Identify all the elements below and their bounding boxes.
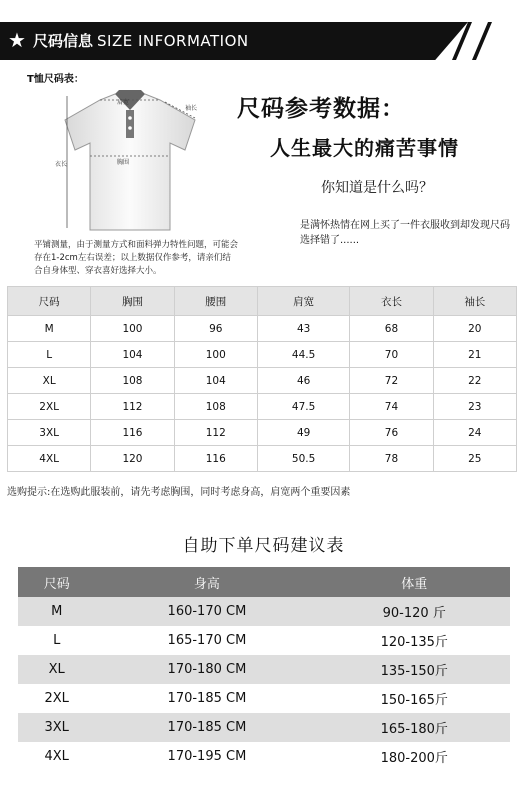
table-cell: 180-200斤	[380, 751, 448, 766]
diagram-shoulder-label: 肩宽	[117, 99, 130, 106]
purchase-tip: 选购提示:在选购此服装前，请先考虑胸围，同时考虑身高，肩宽两个重要因素	[7, 487, 351, 498]
table-cell: 44.5	[257, 342, 349, 368]
table-cell: 43	[257, 316, 349, 342]
table-row	[8, 316, 517, 342]
col-header: 尺码	[18, 567, 95, 597]
table-cell: 112	[174, 420, 257, 446]
table-cell: M	[18, 597, 95, 626]
table-cell: 116	[91, 420, 174, 446]
table-cell: 100	[174, 342, 257, 368]
col-header: 胸围	[91, 287, 174, 316]
table-row	[8, 446, 517, 472]
table-cell: XL	[18, 655, 95, 684]
table-cell: 108	[91, 368, 174, 394]
diagram-sleeve-label: 袖长	[185, 105, 198, 112]
header-slash	[472, 22, 492, 60]
table-cell: 120	[91, 446, 174, 472]
table-cell: 3XL	[8, 420, 91, 446]
table-cell: 22	[433, 368, 516, 394]
table-cell: 70	[350, 342, 433, 368]
header-title-en: SIZE INFORMATION	[97, 32, 249, 50]
table-cell: 21	[433, 342, 516, 368]
table-cell: 68	[350, 316, 433, 342]
table-cell: 135-150斤	[318, 655, 510, 684]
promo-subheadline: 人生最大的痛苦事情	[270, 136, 459, 160]
table-cell: 112	[91, 394, 174, 420]
table-row	[8, 342, 517, 368]
size-table-header	[8, 287, 517, 316]
tshirt-diagram	[45, 88, 215, 238]
table-cell: 3XL	[18, 713, 95, 742]
table-cell: 170-185 CM	[95, 713, 318, 742]
table-cell: 108	[174, 394, 257, 420]
guide-table-header	[18, 567, 510, 597]
guide-table	[18, 567, 510, 771]
col-header: 身高	[95, 567, 318, 597]
table-row	[8, 368, 517, 394]
table-cell: 100	[91, 316, 174, 342]
table-cell: 20	[433, 316, 516, 342]
table-cell: 2XL	[44, 691, 69, 706]
table-cell: 47.5	[257, 394, 349, 420]
table-cell: 150-165斤	[380, 693, 448, 708]
table-cell: 78	[350, 446, 433, 472]
col-header: 袖长	[433, 287, 516, 316]
header-title-cn: 尺码信息	[33, 32, 94, 50]
table-cell: L	[8, 342, 91, 368]
guide-title: 自助下单尺码建议表	[182, 536, 345, 556]
size-table	[7, 286, 517, 472]
diagram-length-label: 衣长	[55, 161, 68, 168]
promo-headline: 尺码参考数据：	[237, 96, 405, 122]
col-header: 肩宽	[257, 287, 349, 316]
table-cell: 4XL	[8, 446, 91, 472]
table-row	[18, 713, 510, 742]
table-cell: L	[53, 633, 61, 648]
col-header: 腰围	[174, 287, 257, 316]
table-cell: 104	[91, 342, 174, 368]
table-cell: 90-120 斤	[318, 597, 510, 626]
table-cell: 165-180斤	[318, 713, 510, 742]
table-row	[18, 684, 510, 713]
table-cell: 96	[174, 316, 257, 342]
table-cell: 46	[257, 368, 349, 394]
table-cell: 165-170 CM	[167, 633, 247, 648]
table-row	[18, 597, 510, 626]
table-cell: 120-135斤	[380, 635, 448, 650]
table-cell: 76	[350, 420, 433, 446]
promo-story: 是满怀热情在网上买了一件衣服收到却发现尺码选择错了......	[300, 220, 510, 246]
table-cell: 170-180 CM	[95, 655, 318, 684]
tshirt-size-label: T恤尺码表：	[27, 74, 84, 85]
table-cell: 170-195 CM	[167, 749, 247, 764]
table-cell: 25	[433, 446, 516, 472]
star-icon: ★	[8, 28, 26, 52]
table-cell: 4XL	[44, 749, 69, 764]
table-cell: 24	[433, 420, 516, 446]
col-header: 体重	[318, 567, 510, 597]
table-cell: 160-170 CM	[95, 597, 318, 626]
header-title	[33, 30, 249, 51]
table-cell: M	[8, 316, 91, 342]
table-row	[18, 742, 510, 771]
table-cell: 50.5	[257, 446, 349, 472]
table-row	[8, 420, 517, 446]
table-cell: 23	[433, 394, 516, 420]
table-cell: XL	[8, 368, 91, 394]
table-row	[8, 394, 517, 420]
table-cell: 74	[350, 394, 433, 420]
table-row	[18, 626, 510, 655]
table-row	[18, 655, 510, 684]
header-banner	[0, 22, 527, 60]
table-cell: 170-185 CM	[167, 691, 247, 706]
col-header: 尺码	[8, 287, 91, 316]
table-cell: 72	[350, 368, 433, 394]
table-cell: 2XL	[8, 394, 91, 420]
promo-question: 你知道是什么吗？	[321, 180, 433, 196]
table-cell: 116	[174, 446, 257, 472]
col-header: 衣长	[350, 287, 433, 316]
table-cell: 104	[174, 368, 257, 394]
measurement-note: 平铺测量，由于测量方式和面料弹力特性问题，可能会存在1-2cm左右误差；以上数据仅作参考，请亲们结合自身体型、穿衣喜好选择大小。	[34, 240, 239, 276]
diagram-chest-label: 胸围	[117, 159, 130, 166]
table-cell: 49	[257, 420, 349, 446]
